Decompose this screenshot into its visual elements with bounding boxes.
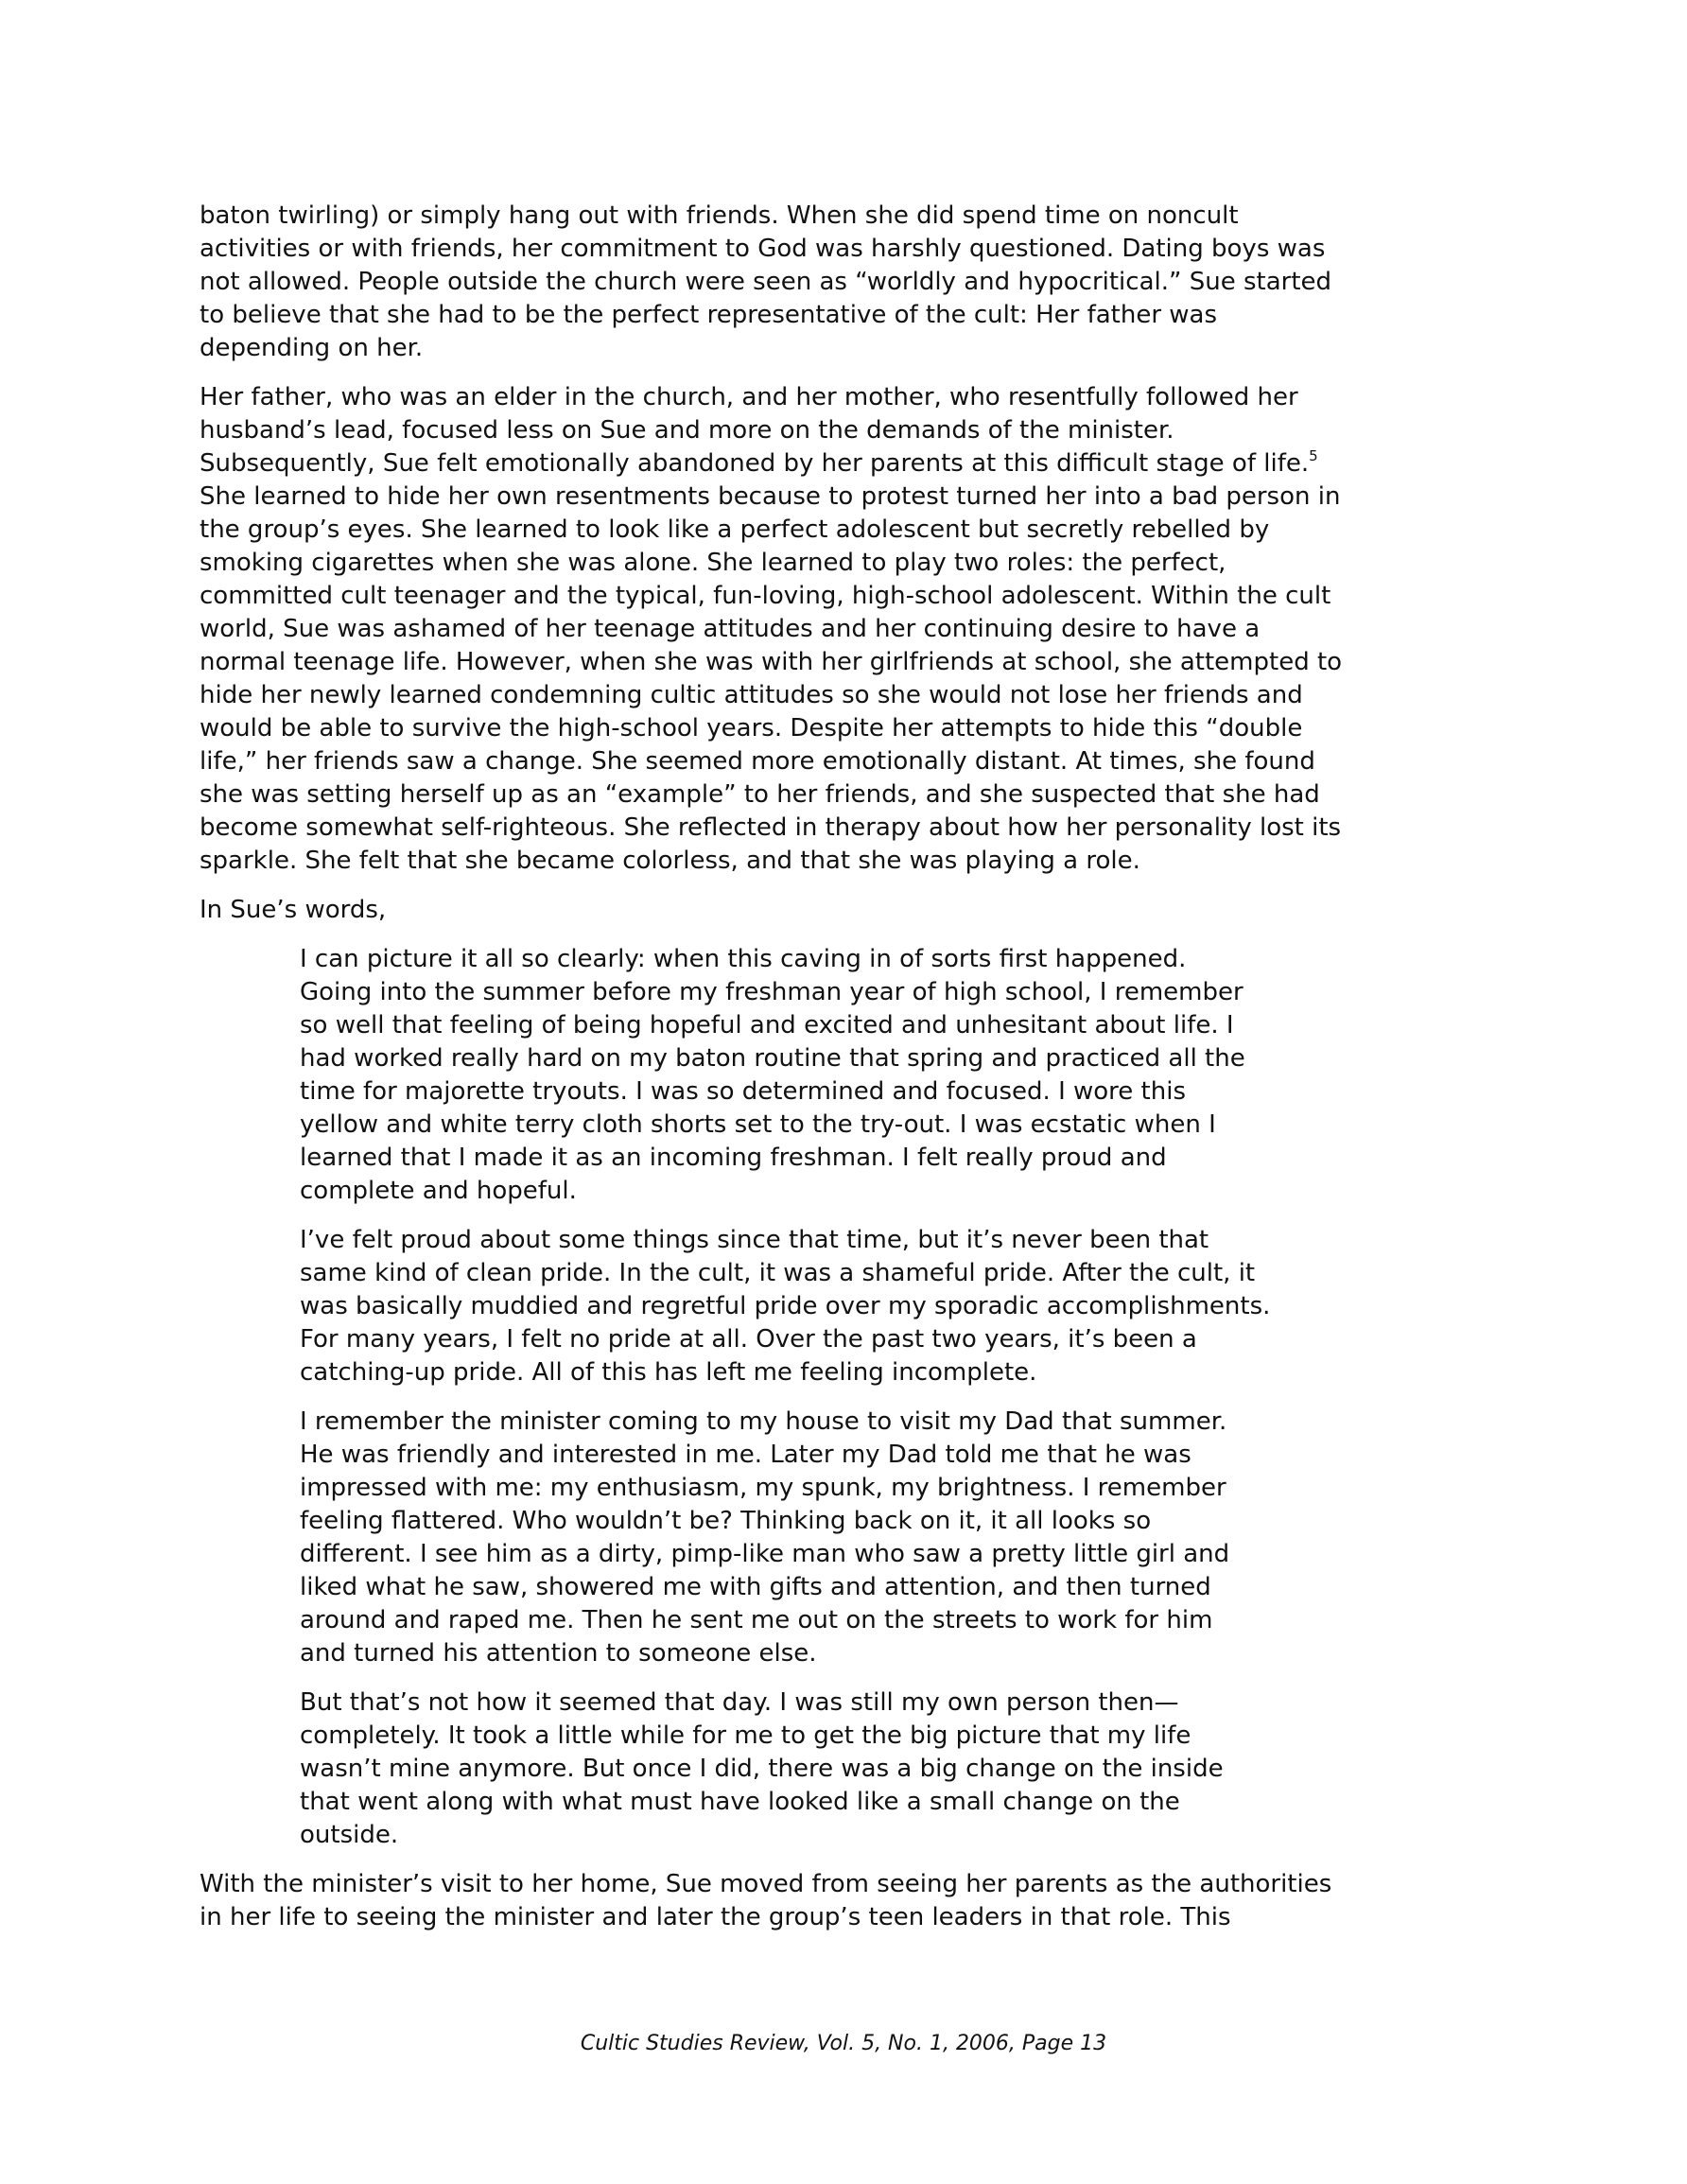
line-text: wasn’t mine anymore. But once I did, there was a big change on the inside: [300, 1755, 1224, 1783]
line-text: life,” her friends saw a change. She seemed more emotionally distant. At times, she found: [200, 747, 1315, 776]
line-text: normal teenage life. However, when she was with her girlfriends at school, she attempted to: [200, 648, 1343, 676]
line-text: the group’s eyes. She learned to look like a perfect adolescent but secretly rebelled by: [200, 515, 1270, 544]
text-line: [200, 646, 1487, 679]
text-line: [300, 1505, 1388, 1538]
text-line: [200, 679, 1487, 712]
line-text: But that’s not how it seemed that day. I was still my own person then—: [300, 1688, 1179, 1717]
text-line: [200, 514, 1487, 547]
line-text: had worked really hard on my baton routine that spring and practiced all the: [300, 1044, 1245, 1073]
line-text: learned that I made it as an incoming freshman. I felt really proud and: [300, 1144, 1167, 1172]
line-text: Her father, who was an elder in the church, and her mother, who resentfully followed her: [200, 383, 1298, 411]
text-line: [300, 1686, 1388, 1720]
line-text: committed cult teenager and the typical, fun-loving, high-school adolescent. Within the cult: [200, 582, 1331, 610]
line-text: different. I see him as a dirty, pimp-like man who saw a pretty little girl and: [300, 1540, 1230, 1568]
line-text: yellow and white terry cloth shorts set to the try-out. I was ecstatic when I: [300, 1110, 1216, 1139]
line-text: activities or with friends, her commitment to God was harshly questioned. Dating boys was: [200, 235, 1326, 263]
page-footer: Cultic Studies Review, Vol. 5, No. 1, 2006, Page 13: [580, 2032, 1107, 2055]
text-line: [300, 1075, 1388, 1109]
block-quote-paragraph: [300, 943, 1388, 1208]
text-line: [300, 1439, 1388, 1472]
text-line: [300, 943, 1388, 976]
line-text: would be able to survive the high-school years. Despite her attempts to hide this “double: [200, 714, 1303, 743]
text-line: [300, 1604, 1388, 1637]
text-line: [300, 1406, 1388, 1439]
text-line: [200, 480, 1487, 514]
text-line: [300, 1720, 1388, 1753]
text-line: [200, 547, 1487, 580]
text-line: [200, 812, 1487, 845]
line-text: I remember the minister coming to my house to visit my Dad that summer.: [300, 1407, 1227, 1436]
text-line: [200, 332, 1487, 365]
text-line: [200, 381, 1487, 414]
line-text: Going into the summer before my freshman year of high school, I remember: [300, 978, 1244, 1006]
line-text: that went along with what must have looked like a small change on the: [300, 1788, 1180, 1816]
text-line: [300, 1538, 1388, 1571]
line-text: catching-up pride. All of this has left me feeling incomplete.: [300, 1358, 1037, 1387]
line-text: husband’s lead, focused less on Sue and more on the demands of the minister.: [200, 416, 1174, 445]
line-text: completely. It took a little while for me to get the big picture that my life: [300, 1721, 1191, 1750]
line-text: she was setting herself up as an “example” to her friends, and she suspected that she had: [200, 780, 1320, 809]
block-quote-paragraph: [300, 1686, 1388, 1852]
text-line: [200, 299, 1487, 332]
text-line: [300, 1224, 1388, 1257]
line-text: world, Sue was ashamed of her teenage attitudes and her continuing desire to have a: [200, 615, 1261, 643]
text-line: [200, 894, 1487, 927]
line-text: same kind of clean pride. In the cult, it was a shameful pride. After the cult, it: [300, 1259, 1256, 1287]
text-line: [300, 1472, 1388, 1505]
text-line: [300, 1142, 1388, 1175]
line-text: time for majorette tryouts. I was so determined and focused. I wore this: [300, 1077, 1186, 1106]
body-paragraph: [200, 1868, 1487, 1934]
text-line: [300, 1786, 1388, 1819]
line-text: to believe that she had to be the perfect representative of the cult: Her father was: [200, 301, 1218, 329]
text-line: [200, 266, 1487, 299]
block-quote-paragraph: [300, 1406, 1388, 1670]
text-line: [300, 1819, 1388, 1852]
text-line: [300, 1323, 1388, 1356]
text-line: [200, 447, 1487, 480]
text-line: [200, 845, 1487, 878]
line-text: hide her newly learned condemning cultic attitudes so she would not lose her friends and: [200, 681, 1303, 709]
line-text: smoking cigarettes when she was alone. She learned to play two roles: the perfect,: [200, 549, 1226, 577]
text-line: [300, 1637, 1388, 1670]
line-text: sparkle. She felt that she became colorless, and that she was playing a role.: [200, 847, 1140, 875]
line-text: She learned to hide her own resentments because to protest turned her into a bad person in: [200, 482, 1341, 511]
line-text: was basically muddied and regretful pride over my sporadic accomplishments.: [300, 1292, 1271, 1320]
text-line: [300, 1290, 1388, 1323]
line-text: in her life to seeing the minister and later the group’s teen leaders in that role. This: [200, 1903, 1231, 1931]
text-line: [200, 712, 1487, 745]
text-line: [300, 1042, 1388, 1075]
block-quote-paragraph: [300, 1224, 1388, 1389]
line-text: For many years, I felt no pride at all. Over the past two years, it’s been a: [300, 1325, 1197, 1354]
text-line: [300, 976, 1388, 1009]
body-paragraph: [200, 200, 1487, 365]
text-line: [300, 1109, 1388, 1142]
text-line: [200, 1868, 1487, 1901]
footnote-marker[interactable]: 5: [1309, 447, 1318, 464]
text-line: [300, 1257, 1388, 1290]
line-text: feeling flattered. Who wouldn’t be? Thinking back on it, it all looks so: [300, 1507, 1152, 1535]
line-text: He was friendly and interested in me. Later my Dad told me that he was: [300, 1441, 1191, 1469]
line-text: and turned his attention to someone else.: [300, 1639, 817, 1668]
line-text: I can picture it all so clearly: when this caving in of sorts first happened.: [300, 945, 1187, 973]
line-text: baton twirling) or simply hang out with friends. When she did spend time on noncult: [200, 201, 1239, 230]
line-text: depending on her.: [200, 334, 424, 362]
text-line: [200, 233, 1487, 266]
body-text-column: [200, 200, 1487, 1950]
text-line: [200, 613, 1487, 646]
text-line: [300, 1175, 1388, 1208]
line-text: become somewhat self-righteous. She reflected in therapy about how her personality lost its: [200, 813, 1342, 842]
line-text: complete and hopeful.: [300, 1177, 577, 1205]
line-text: around and raped me. Then he sent me out on the streets to work for him: [300, 1606, 1213, 1634]
line-text: impressed with me: my enthusiasm, my spunk, my brightness. I remember: [300, 1474, 1226, 1502]
line-text: not allowed. People outside the church were seen as “worldly and hypocritical.” Sue started: [200, 268, 1332, 296]
line-text: In Sue’s words,: [200, 896, 387, 924]
text-line: [300, 1753, 1388, 1786]
line-text: liked what he saw, showered me with gifts and attention, and then turned: [300, 1573, 1211, 1601]
text-line: [300, 1009, 1388, 1042]
line-text: so well that feeling of being hopeful and excited and unhesitant about life. I: [300, 1011, 1234, 1040]
line-text: I’ve felt proud about some things since that time, but it’s never been that: [300, 1226, 1209, 1254]
body-paragraph: [200, 381, 1487, 878]
body-paragraph: [200, 894, 1487, 927]
text-line: [200, 580, 1487, 613]
text-line: [200, 1901, 1487, 1934]
line-text: outside.: [300, 1821, 399, 1849]
line-text: With the minister’s visit to her home, Sue moved from seeing her parents as the authorities: [200, 1870, 1332, 1898]
line-text: Subsequently, Sue felt emotionally abandoned by her parents at this difficult stage of life.: [200, 449, 1310, 478]
text-line: [300, 1356, 1388, 1389]
text-line: [200, 778, 1487, 812]
text-line: [300, 1571, 1388, 1604]
text-line: [200, 745, 1487, 778]
text-line: [200, 200, 1487, 233]
text-line: [200, 414, 1487, 447]
